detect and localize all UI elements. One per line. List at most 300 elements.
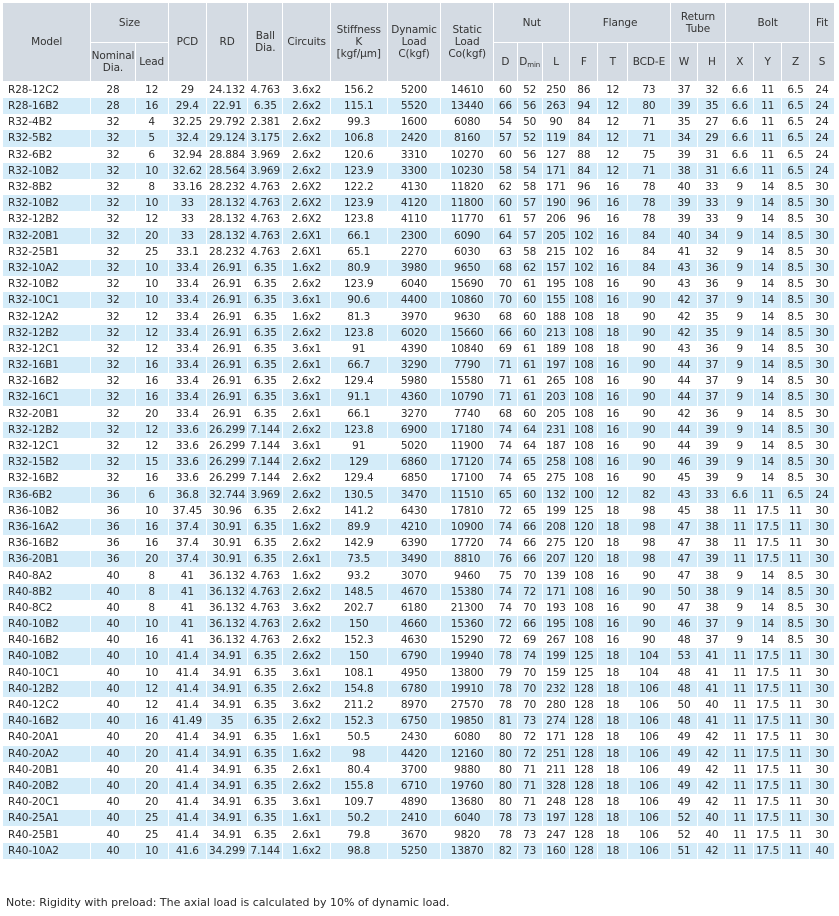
model-cell: R32-16C1: [3, 389, 91, 405]
table-cell: 9: [726, 357, 754, 373]
table-cell: 11: [726, 810, 754, 826]
table-row: [3, 211, 835, 227]
table-cell: 14: [754, 195, 782, 211]
table-cell: 43: [670, 341, 698, 357]
table-cell: 2.6x2: [283, 487, 331, 503]
table-cell: 108: [570, 600, 598, 616]
header-flange: Flange: [570, 3, 670, 43]
table-cell: 17.5: [754, 826, 782, 842]
table-cell: 2.6x1: [283, 762, 331, 778]
table-cell: 188: [542, 308, 570, 324]
table-cell: 5020: [387, 438, 441, 454]
table-cell: 41: [168, 616, 206, 632]
table-cell: 6.35: [248, 535, 283, 551]
table-cell: 14: [754, 632, 782, 648]
table-cell: 17.5: [754, 535, 782, 551]
header-stiffness: [330, 3, 387, 82]
table-cell: 66: [494, 98, 518, 114]
table-cell: 7790: [441, 357, 494, 373]
model-cell: R40-20A2: [3, 746, 91, 762]
table-cell: 39: [698, 422, 726, 438]
table-cell: 71: [494, 357, 518, 373]
table-cell: 41.6: [168, 843, 206, 859]
table-cell: 41: [698, 681, 726, 697]
table-cell: 10: [135, 616, 168, 632]
table-cell: 10: [135, 648, 168, 664]
table-cell: 8.5: [782, 632, 810, 648]
table-cell: 16: [598, 406, 628, 422]
table-cell: 139: [542, 567, 570, 583]
table-cell: 39: [670, 98, 698, 114]
table-cell: 2.6X2: [283, 179, 331, 195]
table-cell: 12160: [441, 746, 494, 762]
header-return-line2: Tube: [685, 22, 711, 35]
table-cell: 2.381: [248, 114, 283, 130]
table-cell: 74: [494, 470, 518, 486]
table-cell: 108: [570, 584, 598, 600]
table-cell: 33.4: [168, 389, 206, 405]
table-cell: 34.91: [206, 746, 247, 762]
table-cell: 60: [517, 292, 542, 308]
table-row: [3, 438, 835, 454]
table-cell: 70: [517, 567, 542, 583]
table-cell: 18: [598, 713, 628, 729]
table-cell: 40: [91, 584, 135, 600]
table-cell: 9: [726, 567, 754, 583]
table-cell: 19850: [441, 713, 494, 729]
table-cell: 11: [754, 130, 782, 146]
table-cell: 72: [517, 746, 542, 762]
table-cell: 37: [698, 389, 726, 405]
table-cell: 17.5: [754, 778, 782, 794]
table-cell: 11: [754, 114, 782, 130]
table-row: [3, 794, 835, 810]
table-cell: 39: [670, 147, 698, 163]
table-cell: 90: [628, 276, 670, 292]
table-cell: 247: [542, 826, 570, 842]
table-cell: 30: [810, 648, 835, 664]
table-cell: 30: [810, 260, 835, 276]
table-cell: 11: [782, 697, 810, 713]
table-cell: 106: [628, 810, 670, 826]
table-cell: 17.5: [754, 762, 782, 778]
table-cell: 40: [91, 810, 135, 826]
table-cell: 32: [91, 454, 135, 470]
table-cell: 14: [754, 179, 782, 195]
table-cell: 33.1: [168, 244, 206, 260]
table-cell: 36.8: [168, 487, 206, 503]
table-cell: 32: [91, 260, 135, 276]
table-row: [3, 762, 835, 778]
table-cell: 123.9: [330, 163, 387, 179]
model-cell: R32-6B2: [3, 147, 91, 163]
table-cell: 60: [494, 147, 518, 163]
table-cell: 205: [542, 228, 570, 244]
header-ball-dia: [248, 3, 283, 82]
table-cell: 6.35: [248, 826, 283, 842]
table-cell: 208: [542, 519, 570, 535]
table-cell: 128: [570, 713, 598, 729]
table-cell: 154.8: [330, 681, 387, 697]
table-cell: 9: [726, 373, 754, 389]
table-cell: 30: [810, 729, 835, 745]
table-row: [3, 729, 835, 745]
table-cell: 148.5: [330, 584, 387, 600]
table-cell: 12: [598, 82, 628, 99]
table-cell: 41: [168, 584, 206, 600]
table-cell: 50: [670, 584, 698, 600]
table-cell: 79: [494, 665, 518, 681]
table-cell: 2.6x2: [283, 114, 331, 130]
table-cell: 9: [726, 325, 754, 341]
table-cell: 189: [542, 341, 570, 357]
table-cell: 106: [628, 746, 670, 762]
table-cell: 78: [494, 681, 518, 697]
table-cell: 36: [698, 406, 726, 422]
table-cell: 17.5: [754, 665, 782, 681]
table-cell: 26.91: [206, 308, 247, 324]
table-cell: 29: [168, 82, 206, 99]
table-cell: 10: [135, 665, 168, 681]
table-cell: 150: [330, 648, 387, 664]
table-cell: 31: [698, 147, 726, 163]
table-cell: 3070: [387, 567, 441, 583]
table-cell: 30: [810, 551, 835, 567]
table-cell: 14: [754, 470, 782, 486]
table-cell: 96: [570, 195, 598, 211]
table-cell: 18: [598, 648, 628, 664]
header-size: Size: [91, 3, 168, 43]
model-cell: R32-12C1: [3, 438, 91, 454]
table-cell: 108: [570, 357, 598, 373]
table-cell: 11: [782, 648, 810, 664]
table-row: [3, 535, 835, 551]
table-cell: 90: [628, 438, 670, 454]
table-cell: 90.6: [330, 292, 387, 308]
table-cell: 26.91: [206, 341, 247, 357]
table-cell: 156.2: [330, 82, 387, 99]
table-cell: 11: [726, 826, 754, 842]
table-cell: 123.9: [330, 195, 387, 211]
table-cell: 18: [598, 308, 628, 324]
table-cell: 11: [726, 519, 754, 535]
table-cell: 96: [570, 179, 598, 195]
table-cell: 7.144: [248, 454, 283, 470]
table-cell: 106: [628, 778, 670, 794]
table-cell: 123.8: [330, 422, 387, 438]
table-cell: 125: [570, 665, 598, 681]
table-cell: 40: [91, 600, 135, 616]
table-cell: 3270: [387, 406, 441, 422]
table-cell: 80: [494, 729, 518, 745]
table-cell: 30: [810, 308, 835, 324]
table-cell: 30: [810, 746, 835, 762]
table-cell: 65.1: [330, 244, 387, 260]
table-cell: 6.35: [248, 551, 283, 567]
table-cell: 12: [598, 114, 628, 130]
table-cell: 33: [168, 195, 206, 211]
table-cell: 8.5: [782, 292, 810, 308]
table-cell: 70: [494, 276, 518, 292]
table-cell: 108: [570, 389, 598, 405]
table-cell: 88: [570, 147, 598, 163]
table-cell: 98: [628, 551, 670, 567]
table-cell: 203: [542, 389, 570, 405]
table-cell: 205: [542, 406, 570, 422]
table-cell: 275: [542, 470, 570, 486]
header-dynamic-line3: C(kgf): [398, 48, 430, 60]
table-cell: 29.124: [206, 130, 247, 146]
table-cell: 8.5: [782, 422, 810, 438]
table-cell: 8.5: [782, 454, 810, 470]
table-cell: 38: [698, 535, 726, 551]
table-cell: 6850: [387, 470, 441, 486]
table-cell: 80: [494, 746, 518, 762]
table-cell: 4.763: [248, 616, 283, 632]
table-row: [3, 422, 835, 438]
model-cell: R32-10A2: [3, 260, 91, 276]
table-cell: 9: [726, 389, 754, 405]
table-cell: 82: [494, 843, 518, 859]
table-cell: 53: [670, 648, 698, 664]
table-row: [3, 228, 835, 244]
table-cell: 80: [628, 98, 670, 114]
table-cell: 26.91: [206, 292, 247, 308]
table-cell: 5200: [387, 82, 441, 99]
table-cell: 6.35: [248, 778, 283, 794]
table-cell: 6.35: [248, 276, 283, 292]
table-cell: 30: [810, 535, 835, 551]
table-cell: 25: [135, 810, 168, 826]
table-cell: 36.132: [206, 616, 247, 632]
table-cell: 106: [628, 697, 670, 713]
table-cell: 32: [91, 389, 135, 405]
table-cell: 4950: [387, 665, 441, 681]
table-cell: 20: [135, 794, 168, 810]
table-cell: 35: [698, 325, 726, 341]
table-cell: 9: [726, 600, 754, 616]
table-cell: 76: [494, 551, 518, 567]
table-cell: 9: [726, 616, 754, 632]
table-row: [3, 503, 835, 519]
table-cell: 9: [726, 211, 754, 227]
table-cell: 193: [542, 600, 570, 616]
model-cell: R32-12B2: [3, 325, 91, 341]
table-cell: 42: [698, 762, 726, 778]
table-cell: 9: [726, 244, 754, 260]
table-cell: 40: [91, 648, 135, 664]
model-cell: R40-20B1: [3, 762, 91, 778]
model-cell: R32-12C1: [3, 341, 91, 357]
table-cell: 33.6: [168, 422, 206, 438]
table-cell: 108: [570, 308, 598, 324]
table-cell: 11900: [441, 438, 494, 454]
table-cell: 34: [670, 130, 698, 146]
table-cell: 28.884: [206, 147, 247, 163]
table-cell: 6.35: [248, 341, 283, 357]
table-cell: 40: [91, 681, 135, 697]
table-cell: 38: [698, 503, 726, 519]
table-cell: 9: [726, 438, 754, 454]
table-cell: 30: [810, 195, 835, 211]
table-cell: 6.35: [248, 292, 283, 308]
table-cell: 6.5: [782, 114, 810, 130]
table-cell: 2.6x2: [283, 503, 331, 519]
table-cell: 16: [598, 584, 628, 600]
table-cell: 16: [598, 422, 628, 438]
table-cell: 8.5: [782, 179, 810, 195]
table-cell: 30: [810, 357, 835, 373]
table-cell: 8.5: [782, 584, 810, 600]
table-cell: 14: [754, 406, 782, 422]
table-cell: 2.6x2: [283, 713, 331, 729]
table-cell: 40: [91, 567, 135, 583]
header-static-line2: Load: [454, 36, 480, 48]
table-cell: 2.6x2: [283, 584, 331, 600]
table-cell: 34.91: [206, 794, 247, 810]
table-cell: 17.5: [754, 810, 782, 826]
table-cell: 74: [494, 535, 518, 551]
table-cell: 98: [330, 746, 387, 762]
table-cell: 39: [698, 454, 726, 470]
table-cell: 17.5: [754, 794, 782, 810]
model-cell: R32-16B2: [3, 470, 91, 486]
table-cell: 45: [670, 470, 698, 486]
table-cell: 34.91: [206, 762, 247, 778]
table-cell: 6.35: [248, 357, 283, 373]
table-row: [3, 195, 835, 211]
table-cell: 6030: [441, 244, 494, 260]
table-cell: 128: [570, 762, 598, 778]
table-cell: 14: [754, 244, 782, 260]
table-cell: 4420: [387, 746, 441, 762]
table-cell: 8.5: [782, 228, 810, 244]
table-cell: 6750: [387, 713, 441, 729]
table-cell: 26.91: [206, 357, 247, 373]
table-cell: 14: [754, 422, 782, 438]
table-cell: 44: [670, 389, 698, 405]
table-cell: 41.4: [168, 746, 206, 762]
table-cell: 74: [494, 438, 518, 454]
table-cell: 106.8: [330, 130, 387, 146]
table-cell: 2.6x2: [283, 454, 331, 470]
table-cell: 16: [598, 179, 628, 195]
table-cell: 11: [726, 665, 754, 681]
table-cell: 10: [135, 276, 168, 292]
table-cell: 6.35: [248, 389, 283, 405]
table-cell: 33: [168, 228, 206, 244]
table-cell: 60: [517, 325, 542, 341]
table-cell: 40: [698, 826, 726, 842]
table-cell: 42: [670, 325, 698, 341]
table-row: [3, 843, 835, 859]
table-cell: 61: [517, 276, 542, 292]
table-cell: 15290: [441, 632, 494, 648]
table-cell: 3490: [387, 551, 441, 567]
table-row: [3, 584, 835, 600]
table-cell: 14: [754, 373, 782, 389]
table-cell: 37: [698, 616, 726, 632]
table-cell: 265: [542, 373, 570, 389]
table-cell: 10: [135, 503, 168, 519]
table-cell: 20: [135, 406, 168, 422]
table-cell: 141.2: [330, 503, 387, 519]
table-cell: 49: [670, 778, 698, 794]
table-cell: 30: [810, 762, 835, 778]
table-cell: 8810: [441, 551, 494, 567]
table-cell: 19910: [441, 681, 494, 697]
table-cell: 2.6x2: [283, 632, 331, 648]
table-cell: 71: [628, 163, 670, 179]
table-cell: 258: [542, 454, 570, 470]
table-cell: 40: [670, 228, 698, 244]
table-cell: 3.6x1: [283, 389, 331, 405]
table-cell: 231: [542, 422, 570, 438]
table-cell: 6.35: [248, 260, 283, 276]
table-cell: 5980: [387, 373, 441, 389]
header-x: X: [726, 43, 754, 82]
table-cell: 47: [670, 567, 698, 583]
table-cell: 8.5: [782, 325, 810, 341]
table-row: [3, 82, 835, 99]
table-cell: 28: [91, 82, 135, 99]
header-dmin-main: D: [519, 55, 528, 68]
header-bcd-e: BCD-E: [628, 43, 670, 82]
header-nominal-dia: [91, 43, 135, 82]
table-cell: 42: [698, 794, 726, 810]
table-cell: 30: [810, 616, 835, 632]
table-cell: 30: [810, 600, 835, 616]
table-cell: 71: [517, 778, 542, 794]
table-cell: 32: [91, 244, 135, 260]
model-cell: R36-16A2: [3, 519, 91, 535]
table-cell: 30: [810, 454, 835, 470]
table-cell: 122.2: [330, 179, 387, 195]
table-cell: 106: [628, 681, 670, 697]
table-cell: 16: [598, 276, 628, 292]
table-cell: 68: [494, 260, 518, 276]
table-cell: 84: [628, 244, 670, 260]
table-cell: 128: [570, 746, 598, 762]
table-cell: 11: [726, 746, 754, 762]
table-cell: 128: [570, 778, 598, 794]
table-cell: 16: [135, 470, 168, 486]
table-cell: 157: [542, 260, 570, 276]
table-cell: 11: [754, 82, 782, 99]
table-cell: 8970: [387, 697, 441, 713]
table-cell: 6430: [387, 503, 441, 519]
table-cell: 33.6: [168, 470, 206, 486]
table-cell: 16: [598, 373, 628, 389]
table-cell: 41: [698, 713, 726, 729]
table-cell: 61: [517, 389, 542, 405]
table-cell: 6.5: [782, 130, 810, 146]
table-cell: 17.5: [754, 648, 782, 664]
table-cell: 3970: [387, 308, 441, 324]
table-cell: 22.91: [206, 98, 247, 114]
table-cell: 62: [494, 179, 518, 195]
table-cell: 6.35: [248, 810, 283, 826]
table-cell: 2.6x2: [283, 422, 331, 438]
header-nominal-line1: Nominal: [91, 50, 135, 62]
table-cell: 10270: [441, 147, 494, 163]
table-cell: 9: [726, 584, 754, 600]
table-cell: 18: [598, 697, 628, 713]
table-cell: 16: [598, 632, 628, 648]
table-cell: 2.6x1: [283, 406, 331, 422]
table-cell: 8.5: [782, 244, 810, 260]
header-model: Model: [3, 3, 91, 82]
